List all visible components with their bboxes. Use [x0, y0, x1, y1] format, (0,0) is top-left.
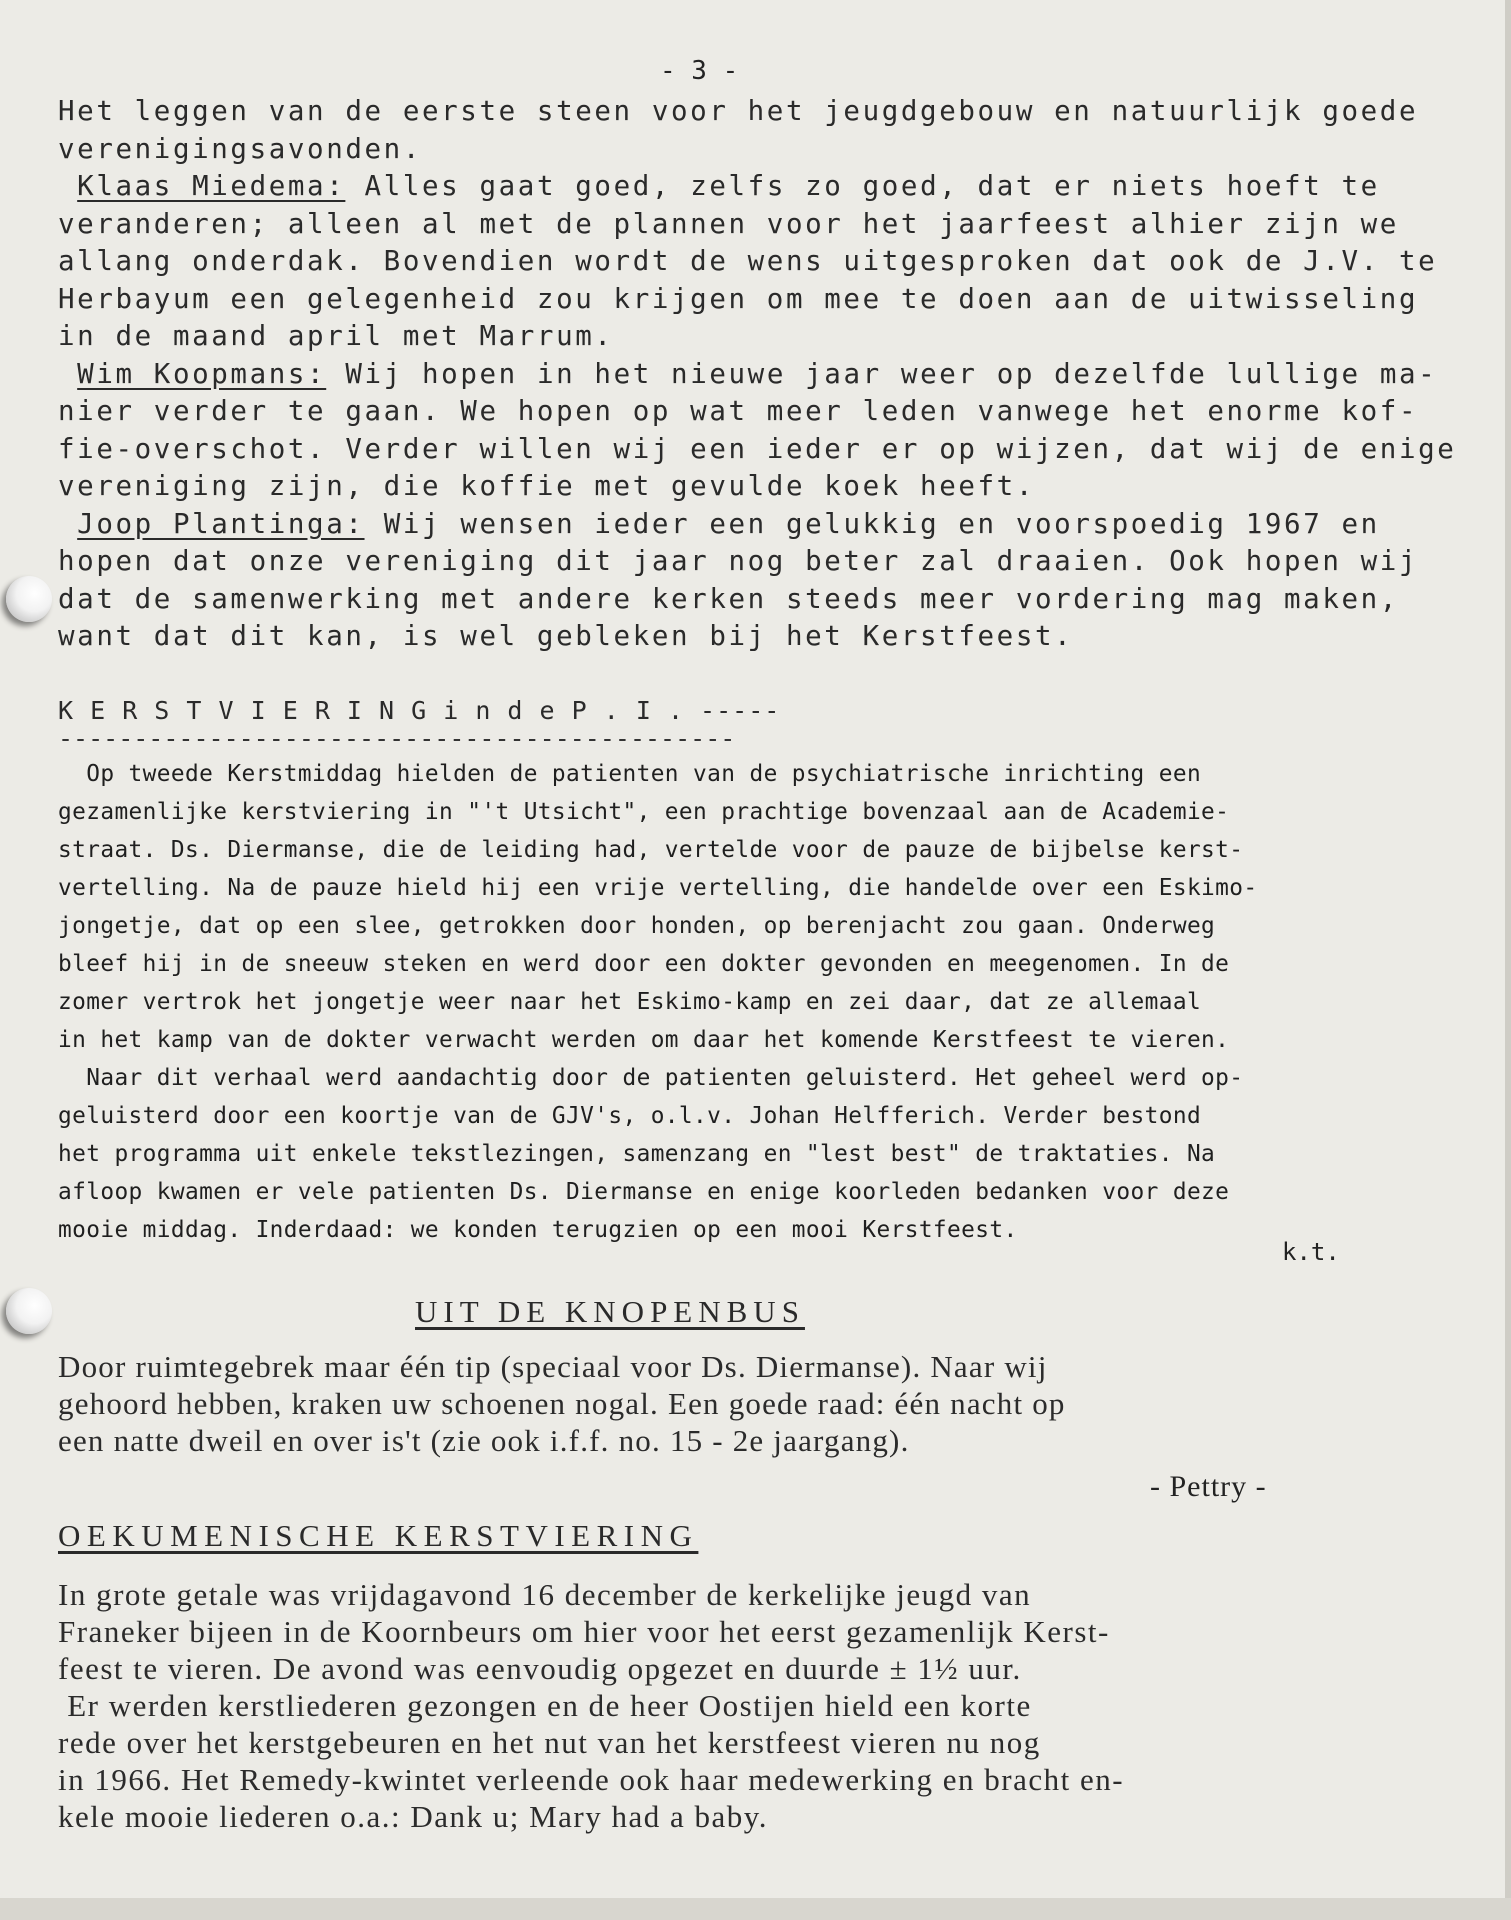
text-line: afloop kwamen er vele patienten Ds. Diermanse en enige koorleden bedanken voor deze	[58, 1177, 1230, 1205]
text-line: het programma uit enkele tekstlezingen, samenzang en "lest best" de traktaties. Na	[58, 1139, 1216, 1167]
text-line: in 1966. Het Remedy-kwintet verleende ook haar medewerking en bracht en-	[58, 1762, 1125, 1797]
text-line: geluisterd door een koortje van de GJV's, o.l.v. Johan Helfferich. Verder bestond	[58, 1101, 1202, 1129]
text-line: gehoord hebben, kraken uw schoenen nogal. Een goede raad: één nacht op	[58, 1386, 1066, 1421]
text-line: verenigingsavonden.	[58, 132, 422, 165]
text-line: Door ruimtegebrek maar één tip (speciaal voor Ds. Diermanse). Naar wij	[58, 1349, 1048, 1384]
text-line: Alles gaat goed, zelfs zo goed, dat er niets hoeft te	[345, 170, 1380, 202]
heading-underline: ---------------------------------------------	[58, 724, 736, 753]
text-line: vereniging zijn, die koffie met gevulde koek heeft.	[58, 470, 1035, 502]
comment-klaas	[58, 168, 1418, 206]
text-line: Het leggen van de eerste steen voor het jeugdgebouw en natuurlijk goede	[58, 95, 1419, 127]
section-heading-kerstviering-pi: K E R S T V I E R I N G i n d e P . I . -----	[58, 696, 781, 725]
page-number: - 3 -	[660, 56, 739, 86]
page-edge	[1505, 0, 1511, 1920]
speaker-name: Joop Plantinga:	[77, 507, 365, 540]
text-line: in de maand april met Marrum.	[58, 320, 614, 352]
text-line: Franeker bijeen in de Koornbeurs om hier voor het eerst gezamenlijk Kerst-	[58, 1614, 1110, 1649]
comment-wim	[58, 356, 1438, 394]
section-heading-knopenbus: UIT DE KNOPENBUS	[415, 1294, 805, 1329]
text-line: Wij hopen in het nieuwe jaar weer op dezelfde lullige ma-	[326, 357, 1438, 390]
text-line: mooie middag. Inderdaad: we konden terugzien op een mooi Kerstfeest.	[58, 1215, 1018, 1243]
text-line: kele mooie liederen o.a.: Dank u; Mary had a baby.	[58, 1799, 768, 1834]
jv-comments-section	[58, 93, 1457, 656]
text-line: Herbayum een gelegenheid zou krijgen om mee te doen aan de uitwisseling	[58, 282, 1419, 315]
text-line: nier verder te gaan. We hopen op wat meer leden vanwege het enorme kof-	[58, 395, 1419, 427]
oekumenische-article	[58, 1576, 1418, 1835]
text-line: want dat dit kan, is wel gebleken bij het Kerstfeest.	[58, 620, 1074, 652]
speaker-name: Klaas Miedema:	[77, 170, 346, 202]
text-line: rede over het kerstgebeuren en het nut van het kerstfeest vieren nu nog	[58, 1725, 1041, 1760]
text-line: in het kamp van de dokter verwacht werden om daar het komende Kerstfeest te vieren.	[58, 1025, 1230, 1053]
text-line: Wij wensen ieder een gelukkig en voorspoedig 1967 en	[364, 507, 1380, 540]
punch-hole-upper	[6, 576, 52, 622]
text-line: fie-overschot. Verder willen wij een ieder er op wijzen, dat wij de enige	[58, 432, 1457, 465]
speaker-name: Wim Koopmans:	[77, 357, 327, 390]
knopenbus-article	[58, 1348, 1418, 1459]
text-line: Er werden kerstliederen gezongen en de heer Oostijen hield een korte	[58, 1688, 1032, 1723]
signature-kt: k.t.	[1282, 1238, 1340, 1266]
text-line: gezamenlijke kerstviering in "'t Utsicht", een prachtige bovenzaal aan de Academie-	[58, 797, 1230, 825]
text-line: In grote getale was vrijdagavond 16 december de kerkelijke jeugd van	[58, 1577, 1032, 1612]
comment-joop	[58, 506, 1418, 544]
page-bottom-edge	[0, 1898, 1511, 1920]
text-line: hopen dat onze vereniging dit jaar nog beter zal draaien. Ook hopen wij	[58, 545, 1419, 577]
section-heading-oekumenische: OEKUMENISCHE KERSTVIERING	[58, 1518, 699, 1553]
text-line: allang onderdak. Bovendien wordt de wens uitgesproken dat ook de J.V. te	[58, 245, 1438, 277]
text-line: feest te vieren. De avond was eenvoudig opgezet en duurde ± 1½ uur.	[58, 1651, 1022, 1686]
text-line: straat. Ds. Diermanse, die de leiding had, vertelde voor de pauze de bijbelse kerst-	[58, 835, 1244, 863]
text-line: jongetje, dat op een slee, getrokken door honden, op berenjacht zou gaan. Onderweg	[58, 911, 1216, 939]
kerstviering-pi-article	[58, 754, 1377, 1248]
text-line: veranderen; alleen al met de plannen voor het jaarfeest alhier zijn we	[58, 207, 1399, 240]
text-line: een natte dweil en over is't (zie ook i.f.f. no. 15 - 2e jaargang).	[58, 1423, 910, 1458]
text-line: vertelling. Na de pauze hield hij een vrije vertelling, die handelde over een Eskimo-	[58, 873, 1258, 901]
text-line: Naar dit verhaal werd aandachtig door de patienten geluisterd. Het geheel werd op-	[58, 1063, 1244, 1091]
signature-pettry: - Pettry -	[1150, 1470, 1267, 1503]
punch-hole-lower	[6, 1288, 52, 1334]
text-line: Op tweede Kerstmiddag hielden de patienten van de psychiatrische inrichting een	[58, 759, 1202, 787]
text-line: bleef hij in de sneeuw steken en werd door een dokter gevonden en meegenomen. In de	[58, 949, 1230, 977]
text-line: zomer vertrok het jongetje weer naar het Eskimo-kamp en zei daar, dat ze allemaal	[58, 987, 1202, 1015]
text-line: dat de samenwerking met andere kerken steeds meer vordering mag maken,	[58, 582, 1399, 615]
